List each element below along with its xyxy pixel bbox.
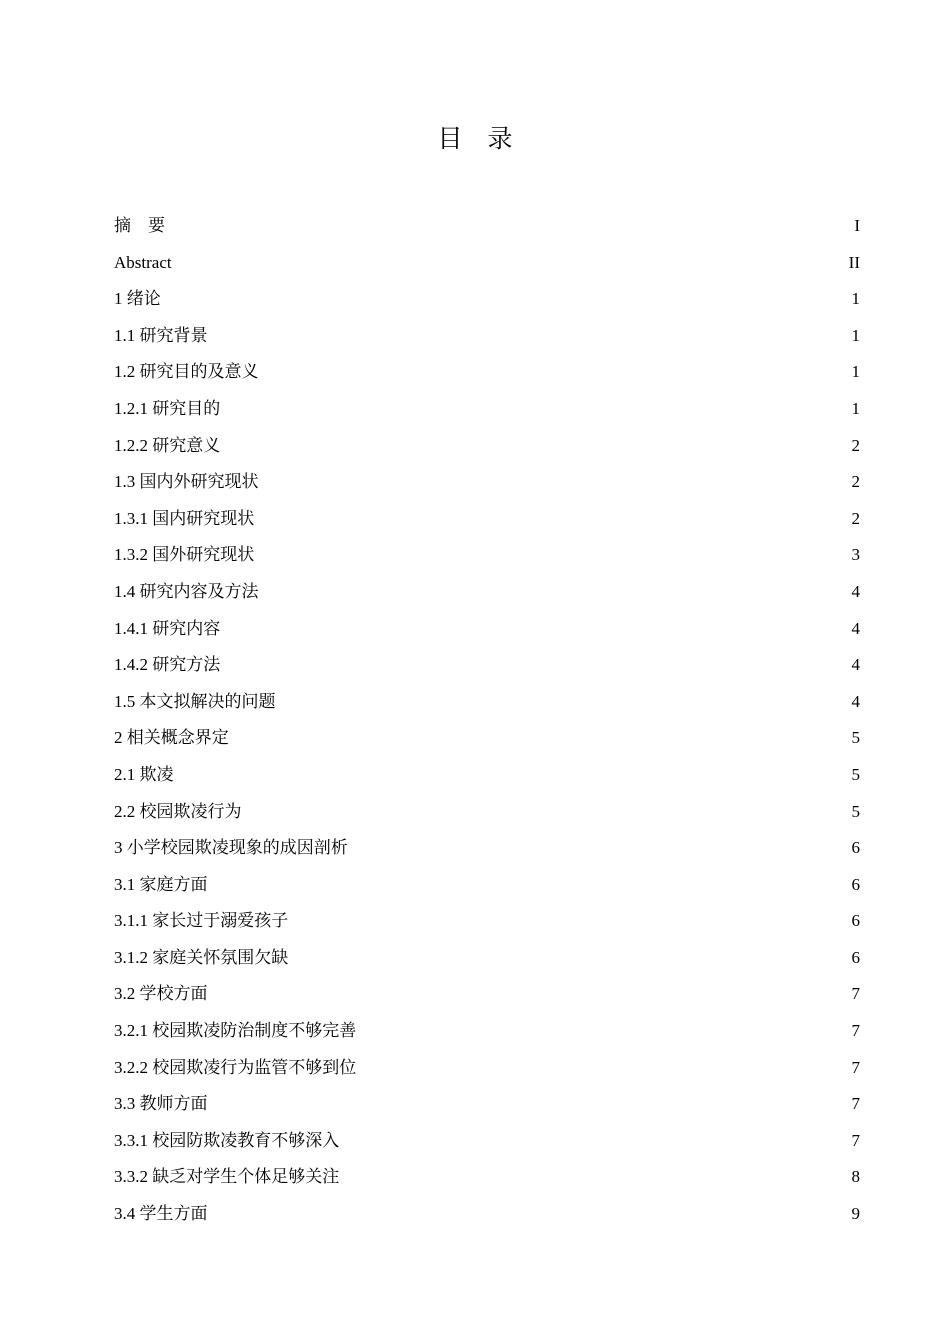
- toc-dot-leader: [162, 285, 851, 305]
- toc-dot-leader: [255, 541, 850, 561]
- toc-entry-page-number: 4: [851, 581, 860, 601]
- toc-entry-page-number: 7: [851, 1094, 860, 1114]
- toc-entry-page-number: 2: [851, 472, 860, 492]
- toc-entry-label: 2.2 校园欺凌行为: [114, 801, 242, 821]
- toc-entry[interactable]: [114, 391, 860, 428]
- toc-dot-leader: [209, 322, 851, 342]
- toc-entry-label: 3.1.1 家长过于溺爱孩子: [114, 911, 289, 931]
- toc-entry[interactable]: [114, 940, 860, 977]
- toc-entry-label: 1.2 研究目的及意义: [114, 362, 259, 382]
- toc-entry[interactable]: [114, 1086, 860, 1123]
- toc-entry-page-number: 6: [851, 838, 860, 858]
- toc-dot-leader: [255, 505, 850, 525]
- toc-dot-leader: [175, 761, 851, 781]
- toc-dot-leader: [289, 907, 850, 927]
- toc-entry-page-number: 1: [851, 398, 860, 418]
- toc-dot-leader: [166, 212, 853, 232]
- toc-entry[interactable]: [114, 1196, 860, 1233]
- toc-entry-label: 2 相关概念界定: [114, 728, 229, 748]
- toc-entry-label: 3 小学校园欺凌现象的成因剖析: [114, 838, 348, 858]
- toc-entry[interactable]: [114, 428, 860, 465]
- toc-entry-page-number: 9: [851, 1204, 860, 1224]
- toc-entry[interactable]: [114, 1159, 860, 1196]
- toc-dot-leader: [289, 944, 850, 964]
- toc-entry-label: 2.1 欺凌: [114, 764, 174, 784]
- toc-entry-page-number: 7: [851, 984, 860, 1004]
- toc-entry-page-number: 5: [851, 764, 860, 784]
- page-title: 目 录: [437, 124, 513, 153]
- toc-entry[interactable]: [114, 903, 860, 940]
- toc-entry-page-number: 8: [851, 1167, 860, 1187]
- toc-entry-label: 3.3 教师方面: [114, 1094, 208, 1114]
- toc-entry-page-number: 7: [851, 1057, 860, 1077]
- toc-entry[interactable]: [114, 208, 860, 245]
- toc-entry-label: 3.2.2 校园欺凌行为监管不够到位: [114, 1057, 357, 1077]
- toc-entry[interactable]: [114, 1013, 860, 1050]
- toc-entry[interactable]: [114, 720, 860, 757]
- toc-entry-label: 3.2.1 校园欺凌防治制度不够完善: [114, 1021, 357, 1041]
- toc-entry-label: 1.4.1 研究内容: [114, 618, 221, 638]
- toc-dot-leader: [221, 651, 850, 671]
- toc-entry-page-number: 7: [851, 1130, 860, 1150]
- toc-entry-page-number: 5: [851, 801, 860, 821]
- toc-entry[interactable]: [114, 245, 860, 282]
- toc-entry-page-number: 5: [851, 728, 860, 748]
- toc-dot-leader: [221, 432, 850, 452]
- toc-entry-page-number: 3: [851, 545, 860, 565]
- toc-entry-label: 1.3.1 国内研究现状: [114, 508, 255, 528]
- toc-entry-page-number: 7: [851, 1021, 860, 1041]
- toc-entry[interactable]: [114, 867, 860, 904]
- toc-entry[interactable]: [114, 794, 860, 831]
- table-of-contents: [114, 208, 860, 1233]
- toc-entry[interactable]: [114, 757, 860, 794]
- toc-entry[interactable]: [114, 318, 860, 355]
- toc-entry[interactable]: [114, 537, 860, 574]
- toc-dot-leader: [221, 615, 850, 635]
- toc-entry-page-number: 1: [851, 362, 860, 382]
- toc-dot-leader: [357, 1054, 850, 1074]
- toc-dot-leader: [260, 358, 851, 378]
- toc-entry-label: 3.3.1 校园防欺凌教育不够深入: [114, 1130, 340, 1150]
- toc-entry-label: 1.1 研究背景: [114, 325, 208, 345]
- toc-dot-leader: [277, 688, 851, 708]
- toc-entry-label: 1.3.2 国外研究现状: [114, 545, 255, 565]
- toc-entry[interactable]: [114, 281, 860, 318]
- toc-entry[interactable]: [114, 830, 860, 867]
- toc-entry-page-number: 2: [851, 435, 860, 455]
- toc-entry-label: 1.2.2 研究意义: [114, 435, 221, 455]
- toc-dot-leader: [209, 1090, 851, 1110]
- toc-entry-page-number: 4: [851, 691, 860, 711]
- toc-entry-label: 3.1.2 家庭关怀氛围欠缺: [114, 947, 289, 967]
- toc-dot-leader: [349, 834, 851, 854]
- toc-dot-leader: [173, 249, 848, 269]
- toc-dot-leader: [260, 468, 851, 488]
- toc-entry[interactable]: [114, 684, 860, 721]
- toc-entry-page-number: 1: [851, 325, 860, 345]
- toc-dot-leader: [209, 871, 851, 891]
- toc-entry-label: 3.3.2 缺乏对学生个体足够关注: [114, 1167, 340, 1187]
- toc-entry-label: 3.2 学校方面: [114, 984, 208, 1004]
- toc-entry-page-number: 4: [851, 655, 860, 675]
- toc-entry-page-number: 4: [851, 618, 860, 638]
- toc-dot-leader: [340, 1127, 850, 1147]
- toc-entry-label: Abstract: [114, 252, 172, 272]
- toc-entry-label: 1.4 研究内容及方法: [114, 581, 259, 601]
- toc-entry-label: 1.5 本文拟解决的问题: [114, 691, 276, 711]
- toc-dot-leader: [340, 1163, 850, 1183]
- toc-entry-label: 3.4 学生方面: [114, 1204, 208, 1224]
- toc-entry[interactable]: [114, 976, 860, 1013]
- toc-entry[interactable]: [114, 647, 860, 684]
- toc-entry[interactable]: [114, 354, 860, 391]
- toc-entry-label: 1.3 国内外研究现状: [114, 472, 259, 492]
- toc-entry-label: 1 绪论: [114, 289, 161, 309]
- toc-entry-page-number: II: [848, 252, 860, 272]
- toc-entry-label: 摘 要: [114, 216, 165, 235]
- toc-entry-page-number: 2: [851, 508, 860, 528]
- toc-dot-leader: [260, 578, 851, 598]
- toc-entry-page-number: 6: [851, 874, 860, 894]
- toc-entry-page-number: 6: [851, 911, 860, 931]
- toc-entry-page-number: 1: [851, 289, 860, 309]
- toc-entry[interactable]: [114, 1123, 860, 1160]
- toc-dot-leader: [221, 395, 850, 415]
- toc-entry-label: 1.4.2 研究方法: [114, 655, 221, 675]
- toc-entry[interactable]: [114, 464, 860, 501]
- toc-dot-leader: [230, 724, 851, 744]
- toc-entry[interactable]: [114, 574, 860, 611]
- toc-entry[interactable]: [114, 501, 860, 538]
- toc-entry[interactable]: [114, 611, 860, 648]
- toc-entry[interactable]: [114, 1050, 860, 1087]
- toc-dot-leader: [243, 798, 851, 818]
- toc-entry-page-number: I: [854, 216, 860, 235]
- toc-entry-page-number: 6: [851, 947, 860, 967]
- toc-dot-leader: [357, 1017, 850, 1037]
- toc-dot-leader: [209, 980, 851, 1000]
- toc-dot-leader: [209, 1200, 851, 1220]
- toc-entry-label: 1.2.1 研究目的: [114, 398, 221, 418]
- toc-entry-label: 3.1 家庭方面: [114, 874, 208, 894]
